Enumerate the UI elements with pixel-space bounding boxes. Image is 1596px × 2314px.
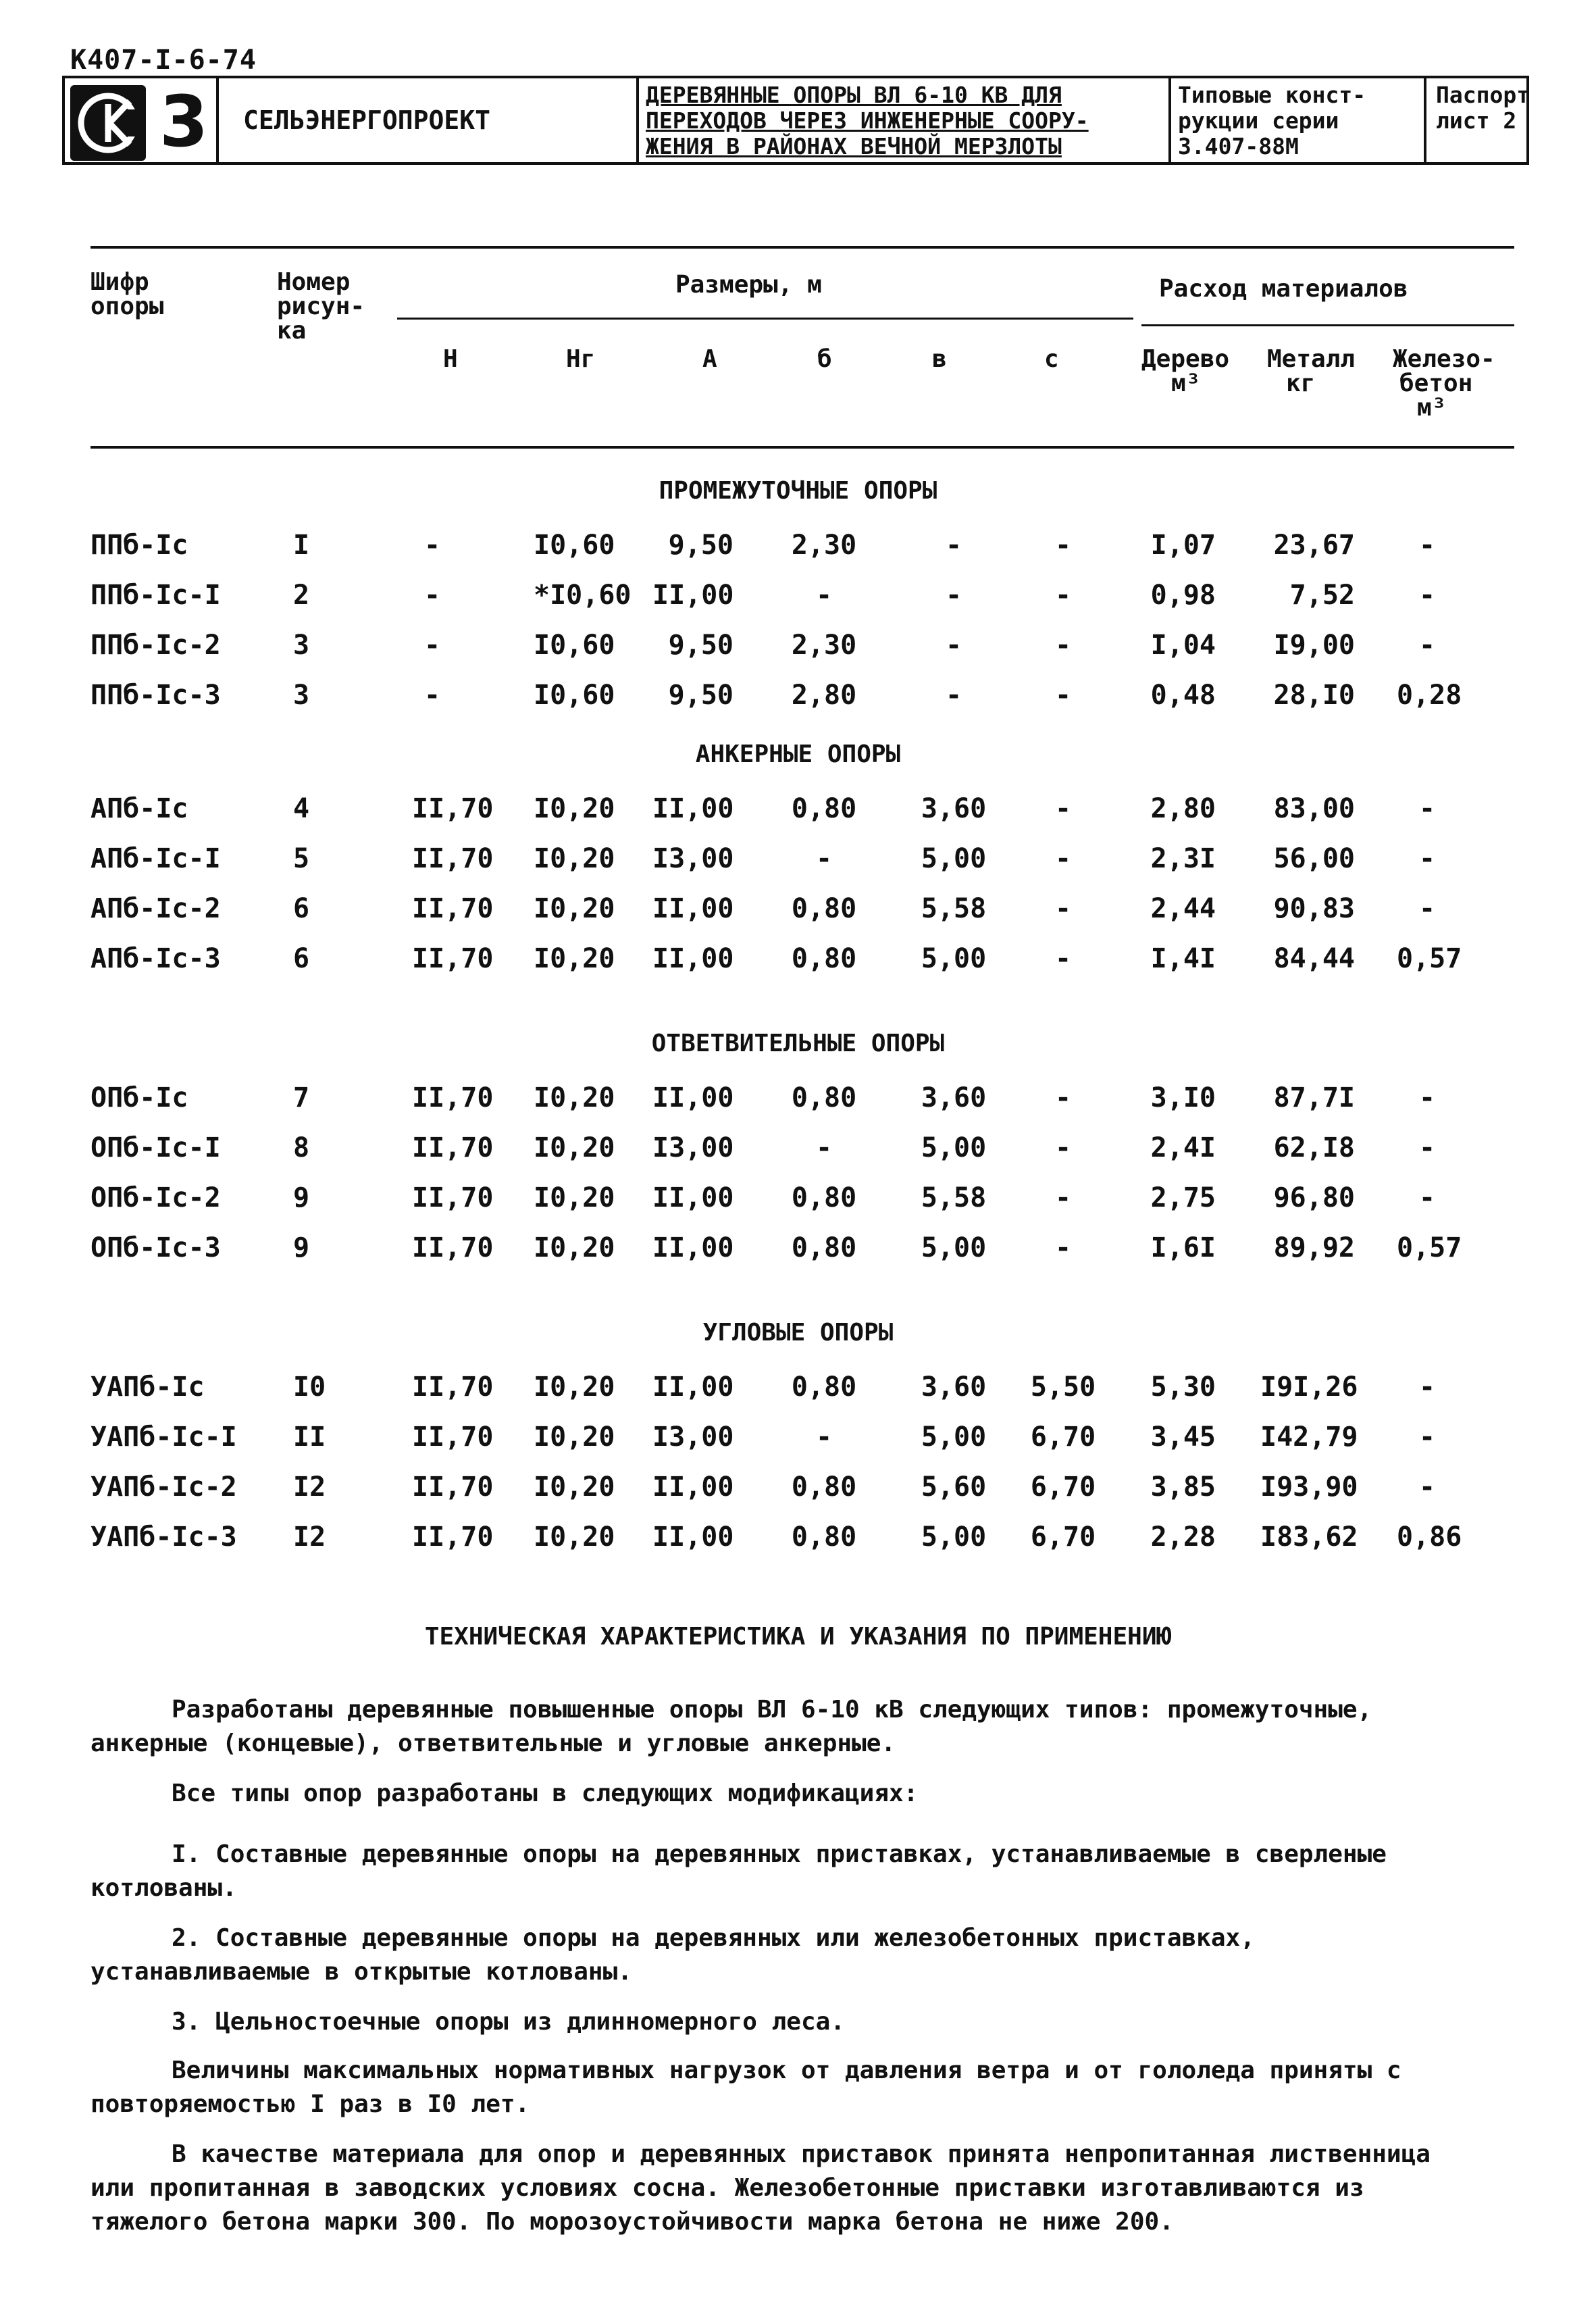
paragraph-loads: Величины максимальных нормативных нагрузок от давления ветра и от гололеда приняты с повторяемостью I раз в I0 лет. bbox=[91, 2057, 1401, 2118]
cell-cipher: УАПб-Iс-2 bbox=[91, 1472, 237, 1503]
cell-figure: 3 bbox=[293, 680, 310, 711]
table-row bbox=[0, 943, 1596, 984]
cell-figure: 9 bbox=[293, 1182, 310, 1213]
cell-metal: I42,79 bbox=[1260, 1422, 1358, 1453]
cell-wood: I,6I bbox=[1150, 1232, 1216, 1263]
cell-figure: II bbox=[293, 1422, 326, 1453]
cell-b: - bbox=[815, 843, 833, 874]
cell-wood: 5,30 bbox=[1150, 1372, 1216, 1403]
cell-concrete: - bbox=[1418, 530, 1436, 561]
cell-b: 0,80 bbox=[791, 1472, 857, 1503]
cell-cipher: АПб-Iс bbox=[91, 793, 188, 824]
cell-figure: 3 bbox=[293, 630, 310, 661]
cell-hg: I0,20 bbox=[534, 1472, 615, 1503]
cell-h: II,70 bbox=[412, 1372, 494, 1403]
header-text: кг bbox=[1286, 370, 1316, 397]
cell-metal: I9,00 bbox=[1273, 630, 1355, 661]
cell-metal: 23,67 bbox=[1273, 530, 1355, 561]
cell-h: II,70 bbox=[412, 1182, 494, 1213]
cell-concrete: - bbox=[1418, 1182, 1436, 1213]
cell-wood: 0,48 bbox=[1150, 680, 1216, 711]
cell-wood: I,4I bbox=[1150, 943, 1216, 974]
cell-cipher: АПб-Iс-2 bbox=[91, 893, 221, 924]
sheet-line: Паспорт bbox=[1436, 82, 1530, 108]
cell-hg: I0,20 bbox=[534, 1182, 615, 1213]
cell-metal: I93,90 bbox=[1260, 1472, 1358, 1503]
header-text: Железо- bbox=[1393, 345, 1495, 373]
cell-b: 0,80 bbox=[791, 893, 857, 924]
cell-b: 0,80 bbox=[791, 1232, 857, 1263]
cell-v: - bbox=[945, 680, 962, 711]
header-materials-group: Расход материалов bbox=[1159, 275, 1408, 303]
cell-a: 9,50 bbox=[668, 630, 733, 661]
cell-cipher: ОПб-Iс bbox=[91, 1082, 188, 1113]
series-line: Типовые конст- bbox=[1178, 82, 1366, 108]
cell-cipher: ОПб-Iс-3 bbox=[91, 1232, 221, 1263]
cell-h: II,70 bbox=[412, 943, 494, 974]
cell-concrete: - bbox=[1418, 630, 1436, 661]
cell-hg: I0,60 bbox=[534, 530, 615, 561]
cell-b: - bbox=[815, 1132, 833, 1163]
section-title: АНКЕРНЫЕ ОПОРЫ bbox=[695, 740, 901, 768]
header-concrete bbox=[1393, 347, 1495, 420]
cell-a: II,00 bbox=[652, 1372, 734, 1403]
section-title: УГЛОВЫЕ ОПОРЫ bbox=[702, 1319, 894, 1347]
paragraph-types: Разработаны деревянные повышенные опоры ВЛ 6-10 кВ следующих типов: промежуточные, анкерные (концевые), ответвительные и угловые анкерные. bbox=[91, 1696, 1372, 1757]
table-row bbox=[0, 1182, 1596, 1223]
header-text: опоры bbox=[91, 293, 164, 320]
table-row bbox=[0, 680, 1596, 720]
logo-digit: 3 bbox=[159, 80, 209, 163]
cell-figure: 7 bbox=[293, 1082, 310, 1113]
header-col-s: с bbox=[1044, 345, 1059, 373]
organization-name: СЕЛЬЭНЕРГОПРОЕКТ bbox=[219, 78, 639, 162]
cell-s: - bbox=[1054, 1182, 1072, 1213]
cell-hg: I0,20 bbox=[534, 943, 615, 974]
paragraph-modification-3: 3. Цельностоечные опоры из длинномерного леса. bbox=[172, 2008, 845, 2036]
cell-metal: 7,52 bbox=[1289, 580, 1355, 611]
cell-h: - bbox=[423, 680, 441, 711]
cell-v: 3,60 bbox=[921, 1082, 987, 1113]
cell-cipher: ППб-Iс-I bbox=[91, 580, 221, 611]
header-text: Номер bbox=[277, 268, 351, 296]
cell-cipher: ППб-Iс-2 bbox=[91, 630, 221, 661]
cell-hg: I0,60 bbox=[534, 680, 615, 711]
cell-cipher: УАПб-Iс-3 bbox=[91, 1521, 237, 1553]
cell-hg: I0,20 bbox=[534, 1422, 615, 1453]
cell-v: 5,00 bbox=[921, 843, 987, 874]
cell-concrete: - bbox=[1418, 1082, 1436, 1113]
document-title bbox=[639, 78, 1171, 162]
cell-a: II,00 bbox=[652, 1182, 734, 1213]
cell-b: 0,80 bbox=[791, 793, 857, 824]
cell-s: - bbox=[1054, 843, 1072, 874]
cell-figure: 4 bbox=[293, 793, 310, 824]
cell-s: - bbox=[1054, 793, 1072, 824]
cell-v: 5,58 bbox=[921, 1182, 987, 1213]
title-line: ДЕРЕВЯННЫЕ ОПОРЫ ВЛ 6-10 КВ ДЛЯ bbox=[646, 82, 1062, 108]
cell-b: 0,80 bbox=[791, 1082, 857, 1113]
table-row bbox=[0, 1472, 1596, 1512]
cell-s: - bbox=[1054, 630, 1072, 661]
header-col-a: А bbox=[702, 345, 717, 373]
cell-a: II,00 bbox=[652, 1521, 734, 1553]
cell-figure: 6 bbox=[293, 893, 310, 924]
cell-hg: I0,20 bbox=[534, 1232, 615, 1263]
cell-concrete: 0,57 bbox=[1397, 1232, 1462, 1263]
cell-wood: 2,80 bbox=[1150, 793, 1216, 824]
cell-metal: I83,62 bbox=[1260, 1521, 1358, 1553]
cell-cipher: ППб-Iс-3 bbox=[91, 680, 221, 711]
cell-v: - bbox=[945, 630, 962, 661]
cell-h: II,70 bbox=[412, 1132, 494, 1163]
cell-h: II,70 bbox=[412, 843, 494, 874]
materials-group-rule bbox=[1141, 324, 1514, 326]
header-col-hg: Нг bbox=[566, 345, 596, 373]
cell-hg: I0,20 bbox=[534, 843, 615, 874]
cell-h: - bbox=[423, 580, 441, 611]
cell-b: 2,30 bbox=[791, 630, 857, 661]
cell-metal: 90,83 bbox=[1273, 893, 1355, 924]
cell-concrete: 0,86 bbox=[1397, 1521, 1462, 1553]
cell-concrete: 0,28 bbox=[1397, 680, 1462, 711]
cell-concrete: - bbox=[1418, 1422, 1436, 1453]
series-label bbox=[1171, 78, 1426, 162]
cell-metal: 84,44 bbox=[1273, 943, 1355, 974]
cell-hg: I0,20 bbox=[534, 793, 615, 824]
cell-figure: I bbox=[293, 530, 310, 561]
table-row bbox=[0, 1521, 1596, 1562]
header-text: бетон bbox=[1399, 370, 1473, 397]
cell-hg: I0,20 bbox=[534, 893, 615, 924]
cell-wood: 3,I0 bbox=[1150, 1082, 1216, 1113]
cell-wood: 0,98 bbox=[1150, 580, 1216, 611]
cell-a: 9,50 bbox=[668, 680, 733, 711]
cell-a: I3,00 bbox=[652, 1422, 734, 1453]
cell-figure: 8 bbox=[293, 1132, 310, 1163]
cell-s: - bbox=[1054, 893, 1072, 924]
dims-group-rule bbox=[397, 318, 1133, 320]
cell-cipher: АПб-Iс-I bbox=[91, 843, 221, 874]
cell-h: - bbox=[423, 530, 441, 561]
cell-figure: 5 bbox=[293, 843, 310, 874]
cell-v: 5,58 bbox=[921, 893, 987, 924]
cell-cipher: ППб-Iс bbox=[91, 530, 188, 561]
cell-wood: 3,45 bbox=[1150, 1422, 1216, 1453]
sheet-line: лист 2 bbox=[1436, 107, 1517, 134]
cell-concrete: - bbox=[1418, 1132, 1436, 1163]
cell-b: 2,30 bbox=[791, 530, 857, 561]
cell-s: 5,50 bbox=[1030, 1372, 1096, 1403]
table-row bbox=[0, 843, 1596, 884]
cell-wood: 2,44 bbox=[1150, 893, 1216, 924]
cell-a: II,00 bbox=[652, 793, 734, 824]
cell-metal: I9I,26 bbox=[1260, 1372, 1358, 1403]
cell-s: - bbox=[1054, 1232, 1072, 1263]
cell-wood: 3,85 bbox=[1150, 1472, 1216, 1503]
cell-metal: 87,7I bbox=[1273, 1082, 1355, 1113]
cell-hg: I0,20 bbox=[534, 1521, 615, 1553]
paragraph-materials: В качестве материала для опор и деревянных приставок принята непропитанная лиственница или пропитанная в заводских условиях сосна. Железобетонные приставки изготавливаются из тяжелого бетона марки 300. По морозоустойчивости марка бетона не ниже 200. bbox=[91, 2140, 1431, 2236]
cell-concrete: - bbox=[1418, 1472, 1436, 1503]
cell-h: II,70 bbox=[412, 1422, 494, 1453]
header-text: м³ bbox=[1417, 394, 1447, 422]
cell-a: II,00 bbox=[652, 1082, 734, 1113]
cell-cipher: ОПб-Iс-I bbox=[91, 1132, 221, 1163]
cell-metal: 83,00 bbox=[1273, 793, 1355, 824]
cell-h: II,70 bbox=[412, 1082, 494, 1113]
cell-wood: 2,3I bbox=[1150, 843, 1216, 874]
series-line: 3.407-88М bbox=[1178, 133, 1299, 159]
cell-wood: 2,28 bbox=[1150, 1521, 1216, 1553]
cell-v: 5,00 bbox=[921, 1132, 987, 1163]
table-top-rule bbox=[91, 246, 1514, 249]
header-col-b: б bbox=[817, 345, 832, 373]
cell-metal: 96,80 bbox=[1273, 1182, 1355, 1213]
cell-s: 6,70 bbox=[1030, 1422, 1096, 1453]
cell-cipher: УАПб-Iс-I bbox=[91, 1422, 237, 1453]
header-figure bbox=[277, 270, 365, 343]
cell-wood: 2,4I bbox=[1150, 1132, 1216, 1163]
cell-v: 3,60 bbox=[921, 1372, 987, 1403]
cell-b: 2,80 bbox=[791, 680, 857, 711]
cell-cipher: АПб-Iс-3 bbox=[91, 943, 221, 974]
cell-a: II,00 bbox=[652, 580, 734, 611]
cell-b: 0,80 bbox=[791, 1182, 857, 1213]
cell-concrete: - bbox=[1418, 843, 1436, 874]
header-metal bbox=[1267, 347, 1355, 396]
header-col-h: Н bbox=[443, 345, 458, 373]
cell-b: 0,80 bbox=[791, 1521, 857, 1553]
cell-s: - bbox=[1054, 530, 1072, 561]
table-row bbox=[0, 530, 1596, 570]
cell-a: 9,50 bbox=[668, 530, 733, 561]
cell-hg: I0,60 bbox=[534, 630, 615, 661]
cell-v: 3,60 bbox=[921, 793, 987, 824]
section-title: ОТВЕТВИТЕЛЬНЫЕ ОПОРЫ bbox=[651, 1030, 945, 1057]
cell-b: 0,80 bbox=[791, 1372, 857, 1403]
cell-metal: 28,I0 bbox=[1273, 680, 1355, 711]
cell-h: II,70 bbox=[412, 1472, 494, 1503]
cell-h: - bbox=[423, 630, 441, 661]
cell-wood: 2,75 bbox=[1150, 1182, 1216, 1213]
cell-wood: I,04 bbox=[1150, 630, 1216, 661]
cell-metal: 56,00 bbox=[1273, 843, 1355, 874]
header-text: ка bbox=[277, 317, 307, 345]
series-line: рукции серии bbox=[1178, 107, 1339, 134]
table-row bbox=[0, 1422, 1596, 1462]
cell-s: - bbox=[1054, 943, 1072, 974]
cell-hg: I0,20 bbox=[534, 1082, 615, 1113]
cell-a: I3,00 bbox=[652, 843, 734, 874]
header-text: м³ bbox=[1171, 370, 1201, 397]
header-text: Шифр bbox=[91, 268, 149, 296]
cell-h: II,70 bbox=[412, 893, 494, 924]
cell-figure: 9 bbox=[293, 1232, 310, 1263]
cell-metal: 62,I8 bbox=[1273, 1132, 1355, 1163]
table-row bbox=[0, 1232, 1596, 1273]
cell-hg: I0,20 bbox=[534, 1132, 615, 1163]
table-row bbox=[0, 630, 1596, 670]
paragraph-modification-2: 2. Составные деревянные опоры на деревянных или железобетонных приставках, устанавливаемые в открытые котлованы. bbox=[91, 1924, 1255, 1986]
cell-h: II,70 bbox=[412, 1232, 494, 1263]
table-row bbox=[0, 1132, 1596, 1173]
cell-b: - bbox=[815, 580, 833, 611]
cell-hg: *I0,60 bbox=[534, 580, 632, 611]
cell-metal: 89,92 bbox=[1273, 1232, 1355, 1263]
cell-v: 5,00 bbox=[921, 1521, 987, 1553]
header-text: Дерево bbox=[1141, 345, 1230, 373]
sheet-label bbox=[1426, 78, 1529, 162]
cell-concrete: - bbox=[1418, 793, 1436, 824]
cell-a: I3,00 bbox=[652, 1132, 734, 1163]
cell-s: - bbox=[1054, 1082, 1072, 1113]
table-row bbox=[0, 1082, 1596, 1123]
document-code: К407-I-6-74 bbox=[70, 45, 257, 76]
cell-v: 5,00 bbox=[921, 943, 987, 974]
cell-figure: I2 bbox=[293, 1472, 326, 1503]
header-cipher bbox=[91, 270, 163, 319]
cell-figure: I2 bbox=[293, 1521, 326, 1553]
header-text: рисун- bbox=[277, 293, 365, 320]
cell-cipher: ОПб-Iс-2 bbox=[91, 1182, 221, 1213]
cell-s: 6,70 bbox=[1030, 1472, 1096, 1503]
cell-a: II,00 bbox=[652, 1472, 734, 1503]
cell-figure: I0 bbox=[293, 1372, 326, 1403]
cell-s: - bbox=[1054, 1132, 1072, 1163]
header-text: Металл bbox=[1267, 345, 1356, 373]
cell-v: 5,00 bbox=[921, 1232, 987, 1263]
cell-a: II,00 bbox=[652, 1232, 734, 1263]
cell-hg: I0,20 bbox=[534, 1372, 615, 1403]
section-title: ПРОМЕЖУТОЧНЫЕ ОПОРЫ bbox=[659, 477, 937, 505]
cell-concrete: - bbox=[1418, 1372, 1436, 1403]
title-line: ПЕРЕХОДОВ ЧЕРЕЗ ИНЖЕНЕРНЫЕ СООРУ- bbox=[646, 107, 1089, 134]
logo-cell bbox=[65, 78, 219, 162]
cell-figure: 6 bbox=[293, 943, 310, 974]
cell-a: II,00 bbox=[652, 943, 734, 974]
cell-s: - bbox=[1054, 680, 1072, 711]
paragraph-modification-1: I. Составные деревянные опоры на деревянных приставках, устанавливаемые в сверленые котлованы. bbox=[91, 1840, 1387, 1902]
cell-v: 5,00 bbox=[921, 1422, 987, 1453]
cell-s: - bbox=[1054, 580, 1072, 611]
cell-v: - bbox=[945, 580, 962, 611]
table-row bbox=[0, 1372, 1596, 1412]
ck-logo-icon bbox=[70, 85, 146, 161]
cell-concrete: - bbox=[1418, 580, 1436, 611]
cell-cipher: УАПб-Iс bbox=[91, 1372, 205, 1403]
table-row bbox=[0, 580, 1596, 620]
cell-wood: I,07 bbox=[1150, 530, 1216, 561]
cell-figure: 2 bbox=[293, 580, 310, 611]
title-block bbox=[62, 76, 1529, 165]
header-dims-group: Размеры, м bbox=[675, 271, 822, 299]
cell-s: 6,70 bbox=[1030, 1521, 1096, 1553]
header-wood bbox=[1141, 347, 1229, 396]
title-line: ЖЕНИЯ В РАЙОНАХ ВЕЧНОЙ МЕРЗЛОТЫ bbox=[646, 133, 1062, 159]
paragraph-modifications-intro: Все типы опор разработаны в следующих модификациях: bbox=[172, 1780, 919, 1807]
cell-a: II,00 bbox=[652, 893, 734, 924]
tech-section-title: ТЕХНИЧЕСКАЯ ХАРАКТЕРИСТИКА И УКАЗАНИЯ ПО ПРИМЕНЕНИЮ bbox=[424, 1623, 1172, 1651]
cell-v: 5,60 bbox=[921, 1472, 987, 1503]
cell-h: II,70 bbox=[412, 793, 494, 824]
header-col-v: в bbox=[932, 345, 947, 373]
cell-concrete: - bbox=[1418, 893, 1436, 924]
cell-concrete: 0,57 bbox=[1397, 943, 1462, 974]
table-row bbox=[0, 893, 1596, 934]
table-header-bottom-rule bbox=[91, 446, 1514, 449]
table-row bbox=[0, 793, 1596, 834]
cell-b: 0,80 bbox=[791, 943, 857, 974]
cell-v: - bbox=[945, 530, 962, 561]
cell-h: II,70 bbox=[412, 1521, 494, 1553]
cell-b: - bbox=[815, 1422, 833, 1453]
